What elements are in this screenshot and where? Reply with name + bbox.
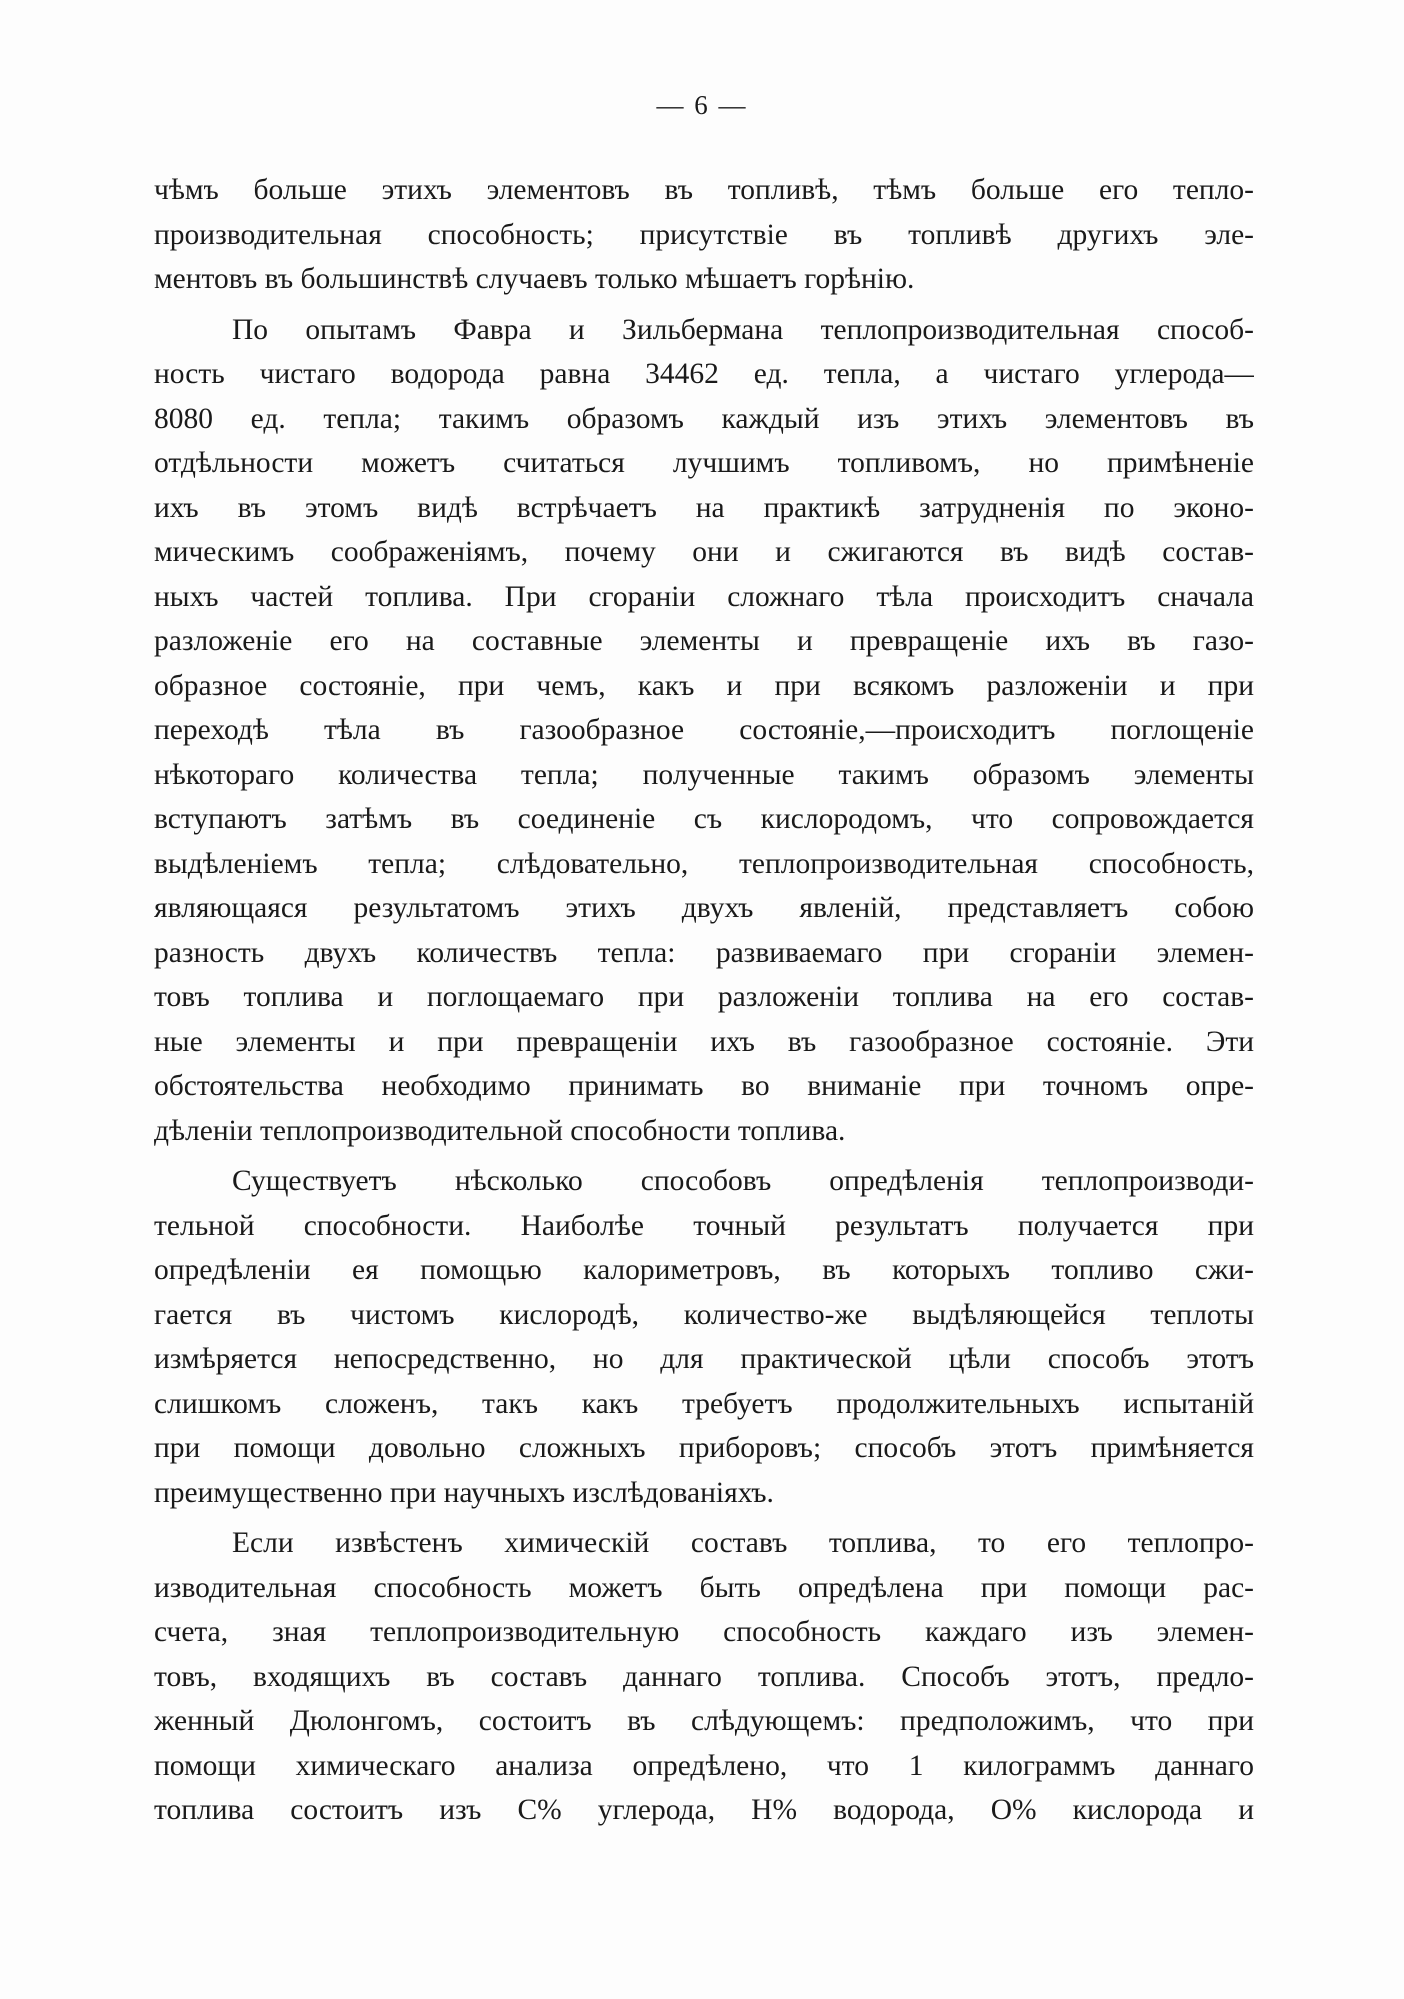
text-line: нѣкотораго количества тепла; полученные такимъ образомъ элементы <box>154 758 1254 791</box>
text-line: опредѣленіи ея помощью калориметровъ, въ которыхъ топливо сжи- <box>154 1254 1254 1286</box>
text-line: измѣряется непосредственно, но для практической цѣли способъ этотъ <box>154 1343 1254 1375</box>
text-line: ные элементы и при превращеніи ихъ въ газообразное состояніе. Эти <box>154 1025 1254 1058</box>
text-line: чѣмъ больше этихъ элементовъ въ топливѣ, тѣмъ больше его тепло- <box>154 174 1254 206</box>
text-line: образное состояніе, при чемъ, какъ и при всякомъ разложеніи и при <box>154 669 1254 702</box>
text-line: топлива состоитъ изъ C% углерода, H% водорода, O% кислорода и <box>154 1794 1254 1826</box>
text-line: производительная способность; присутствіе въ топливѣ другихъ эле- <box>154 218 1254 251</box>
text-line: ментовъ въ большинствѣ случаевъ только мѣшаетъ горѣнію. <box>154 263 915 295</box>
paragraph-3 <box>154 1159 1254 1515</box>
text-line: ность чистаго водорода равна 34462 ед. тепла, а чистаго углерода— <box>154 358 1254 390</box>
paragraph-4 <box>154 1521 1254 1833</box>
text-line: дѣленіи теплопроизводительной способности топлива. <box>154 1114 846 1147</box>
paragraph-1 <box>154 168 1254 302</box>
text-line: По опытамъ Фавра и Зильбермана теплопроизводительная способ- <box>232 313 1254 346</box>
text-line: слишкомъ сложенъ, такъ какъ требуетъ продолжительныхъ испытаній <box>154 1387 1254 1420</box>
text-line: при помощи довольно сложныхъ приборовъ; способъ этотъ примѣняется <box>154 1432 1254 1464</box>
text-line: отдѣльности можетъ считаться лучшимъ топливомъ, но примѣненіе <box>154 447 1254 479</box>
text-line: Если извѣстенъ химическій составъ топлива, то его теплопро- <box>232 1527 1254 1559</box>
text-line: обстоятельства необходимо принимать во вниманіе при точномъ опре- <box>154 1070 1254 1102</box>
page-number: — 6 — <box>656 90 748 120</box>
text-line: являющаяся результатомъ этихъ двухъ явленій, представляетъ собою <box>154 892 1254 924</box>
text-line: гается въ чистомъ кислородѣ, количество-же выдѣляющейся теплоты <box>154 1298 1254 1331</box>
text-line: ныхъ частей топлива. При сгораніи сложнаго тѣла происходитъ сначала <box>154 580 1254 613</box>
text-line: изводительная способность можетъ быть опредѣлена при помощи рас- <box>154 1571 1254 1604</box>
text-line: товъ топлива и поглощаемаго при разложеніи топлива на его состав- <box>154 981 1254 1013</box>
text-line: счета, зная теплопроизводительную способность каждаго изъ элемен- <box>154 1616 1254 1648</box>
text-line: мическимъ соображеніямъ, почему они и сжигаются въ видѣ состав- <box>154 536 1254 568</box>
text-line: переходѣ тѣла въ газообразное состояніе,—происходитъ поглощеніе <box>154 714 1254 746</box>
text-line: разность двухъ количествъ тепла: развиваемаго при сгораніи элемен- <box>154 936 1254 969</box>
text-line: выдѣленіемъ тепла; слѣдовательно, теплопроизводительная способность, <box>154 847 1254 880</box>
text-line: разложеніе его на составные элементы и превращеніе ихъ въ газо- <box>154 625 1254 657</box>
text-line: вступаютъ затѣмъ въ соединеніе съ кислородомъ, что сопровождается <box>154 803 1254 835</box>
text-line: Существуетъ нѣсколько способовъ опредѣленія теплопроизводи- <box>232 1165 1254 1197</box>
text-line: ихъ въ этомъ видѣ встрѣчаетъ на практикѣ затрудненія по эконо- <box>154 491 1254 524</box>
text-line: тельной способности. Наиболѣе точный результатъ получается при <box>154 1209 1254 1242</box>
text-line: товъ, входящихъ въ составъ даннаго топлива. Способъ этотъ, предло- <box>154 1660 1254 1693</box>
text-line: помощи химическаго анализа опредѣлено, что 1 килограммъ даннаго <box>154 1749 1254 1782</box>
text-line: 8080 ед. тепла; такимъ образомъ каждый изъ этихъ элементовъ въ <box>154 402 1254 435</box>
text-line: преимущественно при научныхъ изслѣдованіяхъ. <box>154 1476 774 1509</box>
paragraph-2 <box>154 308 1254 1154</box>
text-line: женный Дюлонгомъ, состоитъ въ слѣдующемъ: предположимъ, что при <box>154 1705 1254 1737</box>
body-text <box>154 168 1254 1833</box>
